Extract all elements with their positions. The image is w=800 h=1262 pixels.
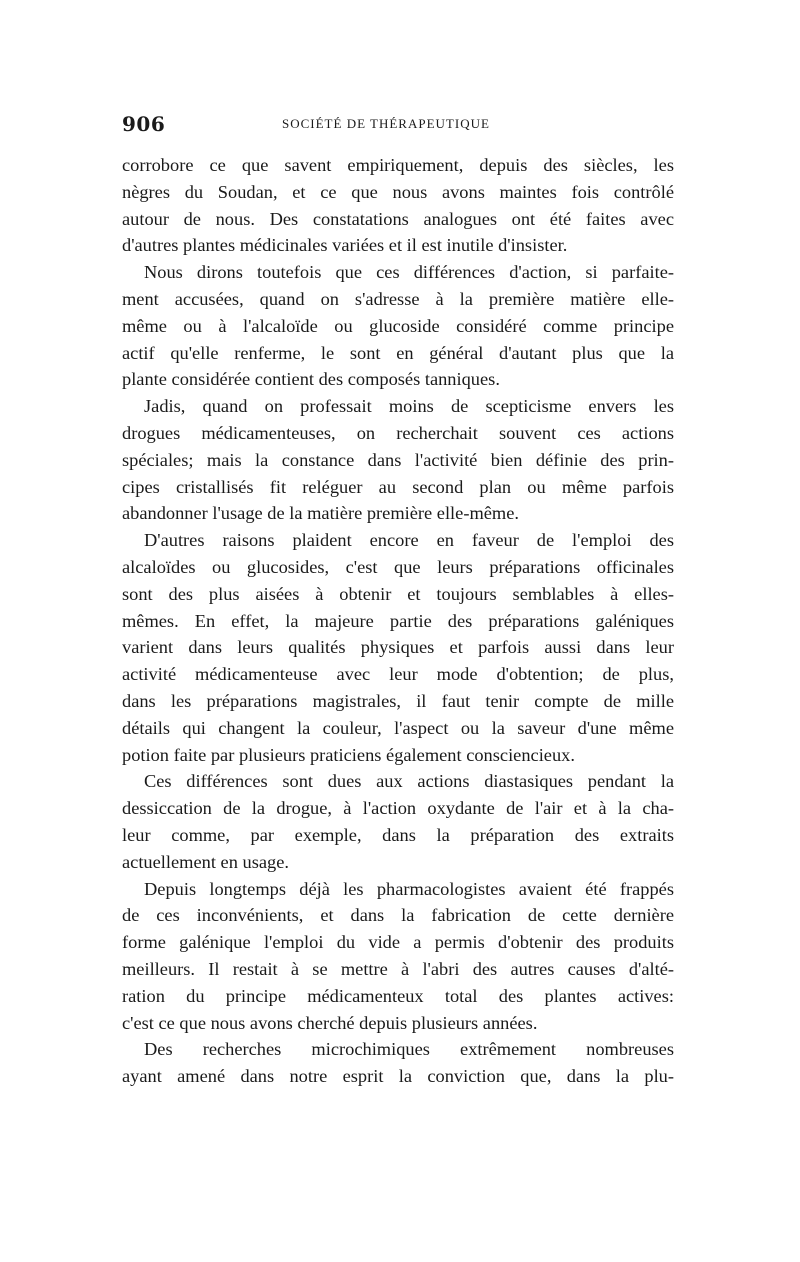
text-line: c'est ce que nous avons cherché depuis plusieurs années. — [122, 1012, 538, 1033]
body-text — [122, 152, 674, 1090]
text-line: détails qui changent la couleur, l'aspect ou la saveur d'une même — [122, 717, 674, 738]
text-line: dans les préparations magistrales, il faut tenir compte de mille — [122, 690, 674, 711]
text-line: dessiccation de la drogue, à l'action oxydante de l'air et à la cha- — [122, 798, 674, 819]
text-line: autour de nous. Des constatations analogues ont été faites avec — [122, 208, 674, 229]
text-line: cipes cristallisés fit reléguer au second plan ou même parfois — [122, 476, 674, 497]
paragraph-start-line: Jadis, quand on professait moins de scepticisme envers les — [144, 396, 674, 417]
page-number: 906 — [122, 112, 166, 136]
paragraph-start-line: Des recherches microchimiques extrêmement nombreuses — [144, 1039, 674, 1060]
text-line: abandonner l'usage de la matière première elle-même. — [122, 503, 519, 524]
text-line: sont des plus aisées à obtenir et toujours semblables à elles- — [122, 583, 674, 604]
text-line: meilleurs. Il restait à se mettre à l'abri des autres causes d'alté- — [122, 958, 674, 979]
text-line: leur comme, par exemple, dans la préparation des extraits — [122, 824, 674, 845]
paragraph-start-line: Depuis longtemps déjà les pharmacologistes avaient été frappés — [144, 878, 674, 899]
text-line: actuellement en usage. — [122, 851, 289, 872]
paragraph-start-line: Nous dirons toutefois que ces différences d'action, si parfaite- — [144, 262, 674, 283]
text-line: ment accusées, quand on s'adresse à la première matière elle- — [122, 288, 674, 309]
text-line: corrobore ce que savent empiriquement, depuis des siècles, les — [122, 155, 674, 175]
text-line: d'autres plantes médicinales variées et il est inutile d'insister. — [122, 235, 568, 256]
text-line: activité médicamenteuse avec leur mode d'obtention; de plus, — [122, 664, 674, 685]
running-head: SOCIÉTÉ DE THÉRAPEUTIQUE — [282, 116, 490, 131]
paragraph-start-line: D'autres raisons plaident encore en faveur de l'emploi des — [144, 530, 674, 551]
text-line: ayant amené dans notre esprit la conviction que, dans la plu- — [122, 1066, 674, 1087]
text-line: forme galénique l'emploi du vide a permis d'obtenir des produits — [122, 932, 674, 953]
text-line: plante considérée contient des composés tanniques. — [122, 369, 500, 390]
text-line: drogues médicamenteuses, on recherchait souvent ces actions — [122, 422, 674, 443]
text-line: potion faite par plusieurs praticiens également consciencieux. — [122, 744, 575, 765]
text-line: alcaloïdes ou glucosides, c'est que leurs préparations officinales — [122, 556, 674, 577]
paragraph-start-line: Ces différences sont dues aux actions diastasiques pendant la — [144, 771, 674, 792]
text-line: actif qu'elle renferme, le sont en général d'autant plus que la — [122, 342, 674, 363]
text-line: même ou à l'alcaloïde ou glucoside considéré comme principe — [122, 315, 674, 336]
page-header — [122, 112, 674, 140]
text-line: de ces inconvénients, et dans la fabrication de cette dernière — [122, 905, 674, 926]
text-line: mêmes. En effet, la majeure partie des préparations galéniques — [122, 610, 674, 631]
text-line: nègres du Soudan, et ce que nous avons maintes fois contrôlé — [122, 181, 674, 202]
text-line: spéciales; mais la constance dans l'activité bien définie des prin- — [122, 449, 674, 470]
text-line: ration du principe médicamenteux total des plantes actives: — [122, 985, 674, 1006]
text-line: varient dans leurs qualités physiques et parfois aussi dans leur — [122, 637, 674, 658]
